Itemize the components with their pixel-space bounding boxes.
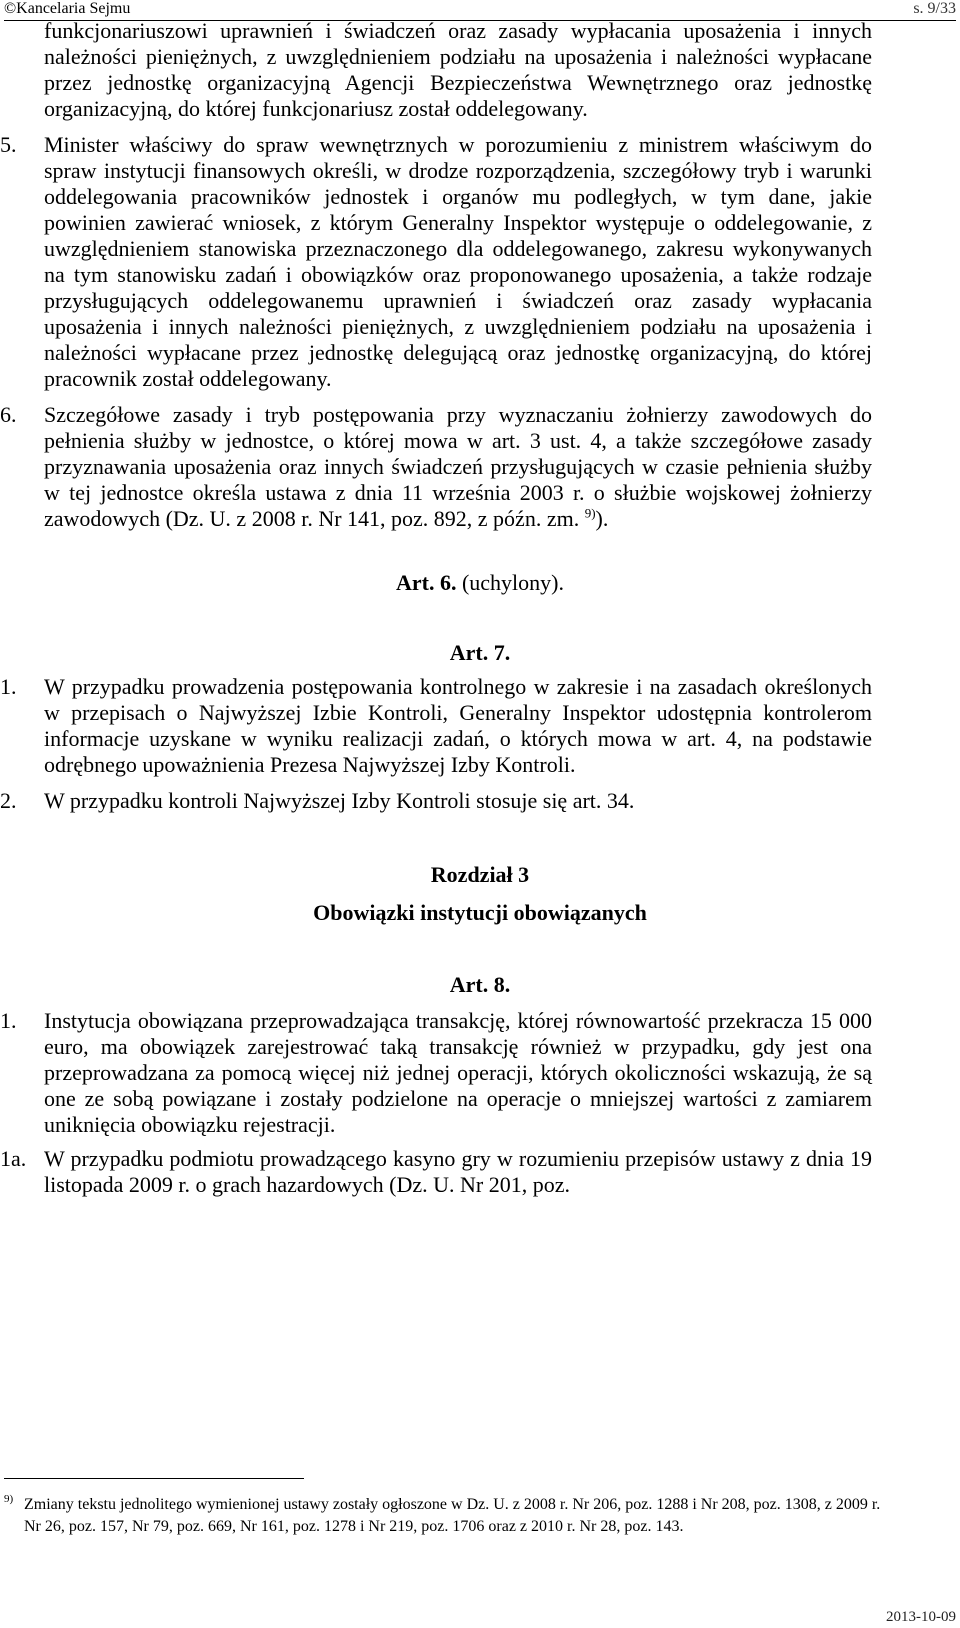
article-7-paragraph-2 [0,788,872,814]
paragraph-tail: ). [595,506,609,531]
footnote [4,1494,884,1538]
article-8-heading: Art. 8. [449,972,511,997]
article-8-paragraph-1a [0,1146,872,1198]
article-8-paragraph-1 [0,1008,872,1138]
article-7-heading: Art. 7. [449,640,511,665]
footnote-mark: 9) [4,1493,14,1505]
paragraph-text: W przypadku podmiotu prowadzącego kasyno gry w rozumieniu przepisów ustawy z dnia 19 listopada 2009 r. o grach hazardowych (Dz. U. Nr 201, poz. [44,1146,872,1197]
footnote-text: Zmiany tekstu jednolitego wymienionej ustawy zostały ogłoszone w Dz. U. z 2008 r. Nr 206, poz. 1288 i Nr 208, poz. 1308, z 2009 r. Nr 26, poz. 157, Nr 79, poz. 669, Nr 161, poz. 1278 i Nr 219, poz. 1706 oraz z 2010 r. Nr 28, poz. 143. [24,1496,881,1535]
document-date: 2013-10-09 [886,1609,956,1625]
publisher-label: ©Kancelaria Sejmu [4,0,131,17]
paragraph-text: Szczegółowe zasady i tryb postępowania przy wyznaczaniu żołnierzy zawodowych do pełnienia służby w jednostce, o której mowa w art. 3 ust. 4, a także szczegółowe zasady przyznawania uposażenia oraz innych świadczeń przysługujących w czasie pełnienia służby w tej jednostce określa ustawa z dnia 11 września 2003 r. o służbie wojskowej żołnierzy zawodowych (Dz. U. z 2008 r. Nr 141, poz. 892, z późn. zm. [44,402,872,531]
paragraph-text: W przypadku prowadzenia postępowania kontrolnego w zakresie i na zasadach określonych w przepisach o Najwyższej Izbie Kontroli, Generalny Inspektor udostępnia kontrolerom informacje uzyskane w wyniku realizacji zadań, o których mowa w art. 4, na podstawie odrębnego upoważnienia Prezesa Najwyższej Izby Kontroli. [44,674,872,777]
paragraph-number: 1. [0,1008,17,1033]
paragraph-number: 1a. [0,1146,27,1171]
article-label: Art. 6. [395,570,457,595]
paragraph-5 [0,132,872,392]
article-6-heading [0,570,960,596]
page-number: s. 9/33 [913,0,956,17]
article-note: (uchylony). [461,570,564,595]
article-7-paragraph-1 [0,674,872,778]
footnote-divider [4,1478,304,1479]
document-body [0,18,960,1198]
paragraph-number: 6. [0,402,17,427]
chapter-number: Rozdział 3 [430,862,530,887]
paragraph-number: 1. [0,674,17,699]
paragraph-number: 5. [0,132,17,157]
paragraph-number: 2. [0,788,17,813]
paragraph-6 [0,402,872,532]
chapter-title: Obowiązki instytucji obowiązanych [313,900,647,925]
paragraph-text: Minister właściwy do spraw wewnętrznych w porozumieniu z ministrem właściwym do spraw instytucji finansowych określi, w drodze rozporządzenia, szczegółowy tryb i warunki oddelegowania pracowników jednostek i organów mu podległych, w tym dane, jakie powinien zawierać wniosek, z którym Generalny Inspektor występuje o oddelegowanie, z uwzględnieniem stanowiska przeznaczonego dla oddelegowanego, zakresu wykonywanych na tym stanowisku zadań i obowiązków oraz proponowanego uposażenia, a także rodzaje przysługujących oddelegowanemu uprawnień i świadczeń oraz zasady wypłacania uposażenia i innych należności pieniężnych, z uwzględnieniem podziału na uposażenia i należności wypłacane przez jednostkę delegującą oraz jednostkę organizacyjną, do której pracownik został oddelegowany. [44,132,872,391]
footnote-reference[interactable]: 9) [584,505,596,521]
paragraph-text: W przypadku kontroli Najwyższej Izby Kontroli stosuje się art. 34. [44,788,635,813]
intro-paragraph: funkcjonariuszowi uprawnień i świadczeń oraz zasady wypłacania uposażenia i innych należności pieniężnych, z uwzględnieniem podziału na uposażenia i należności wypłacane przez jednostkę organizacyjną Agencji Bezpieczeństwa Wewnętrznego oraz jednostkę organizacyjną, do której funkcjonariusz został oddelegowany. [44,18,872,121]
paragraph-text: Instytucja obowiązana przeprowadzająca transakcję, której równowartość przekracza 15 000 euro, ma obowiązek zarejestrować taką transakcję również w przypadku, gdy jest ona przeprowadzana za pomocą więcej niż jednej operacji, których okoliczności wskazują, że są one ze sobą powiązane i zostały podzielone na operacje o mniejszej wartości z zamiarem uniknięcia obowiązku rejestracji. [44,1008,872,1137]
